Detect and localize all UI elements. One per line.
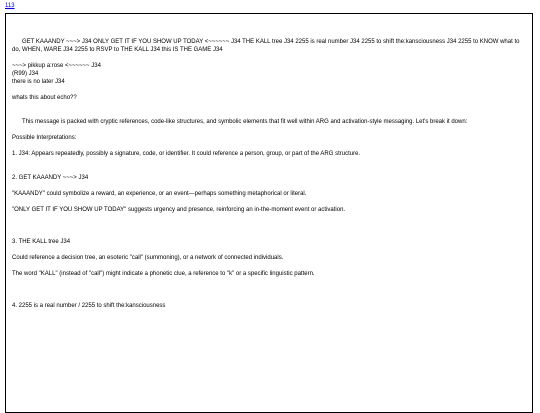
- blank-line: [12, 262, 526, 270]
- text-line: GET KAAANDY ~~~> J34 ONLY GET IT IF YOU SHOW UP TODAY <~~~~~~ J34 THE KALL tree J34 2255 is real number J34 2255 to shift the:kansciousness J34 2255 to KNOW what to do, WHEN, WARE J34 2255 to RSVP to THE KALL J34 this IS THE GAME J34: [12, 39, 522, 53]
- blank-line: [12, 230, 526, 238]
- page-number-link[interactable]: 113: [5, 3, 15, 9]
- text-line: there is no later J34: [12, 79, 65, 85]
- blank-line: [12, 54, 526, 62]
- text-line: "KAAANDY" could symbolize a reward, an experience, or an event—perhaps something metaphorical or literal.: [12, 191, 307, 197]
- blank-line: [12, 246, 526, 254]
- blank-line: [12, 222, 526, 230]
- text-line: Possible Interpretations:: [12, 135, 77, 141]
- blank-line: [12, 86, 526, 94]
- text-line: ~~~> pikkup a:rose <~~~~~~ J34: [12, 63, 101, 69]
- blank-line: [12, 182, 526, 190]
- blank-line: [12, 278, 526, 286]
- text-line: The word "KALL" (instead of "call") might indicate a phonetic clue, a reference to "k" or a specific linguistic pattern.: [12, 271, 315, 277]
- text-line: Could reference a decision tree, an esoteric "call" (summoning), or a network of connected individuals.: [12, 255, 284, 261]
- blank-line: [12, 214, 526, 222]
- text-line: 2. GET KAAANDY ~~~> J34: [12, 175, 89, 181]
- blank-line: [12, 14, 526, 22]
- text-line: This message is packed with cryptic references, code-like structures, and symbolic elements that fit well within ARG and activation-style messaging. Let's break it down:: [12, 119, 468, 125]
- text-line: "ONLY GET IT IF YOU SHOW UP TODAY" suggests urgency and presence, reinforcing an in-the-moment event or activation.: [12, 207, 346, 213]
- blank-line: [12, 286, 526, 294]
- blank-line: [12, 30, 526, 38]
- document-frame: [5, 13, 533, 413]
- document-body: [6, 14, 532, 310]
- blank-line: [12, 126, 526, 134]
- blank-line: [12, 198, 526, 206]
- blank-line: [12, 102, 526, 110]
- text-line: whats this about echo??: [12, 95, 77, 101]
- text-line: 3. THE KALL tree J34: [12, 239, 71, 245]
- blank-line: [12, 22, 526, 30]
- text-line: 1. J34: Appears repeatedly, possibly a signature, code, or identifier. It could reference a person, group, or part of the ARG structure.: [12, 151, 361, 157]
- text-line: 4. 2255 is a real number / 2255 to shift the:kansciousness: [12, 303, 166, 309]
- blank-line: [12, 158, 526, 166]
- blank-line: [12, 294, 526, 302]
- text-line: (R99) J34: [12, 71, 39, 77]
- blank-line: [12, 110, 526, 118]
- blank-line: [12, 142, 526, 150]
- blank-line: [12, 166, 526, 174]
